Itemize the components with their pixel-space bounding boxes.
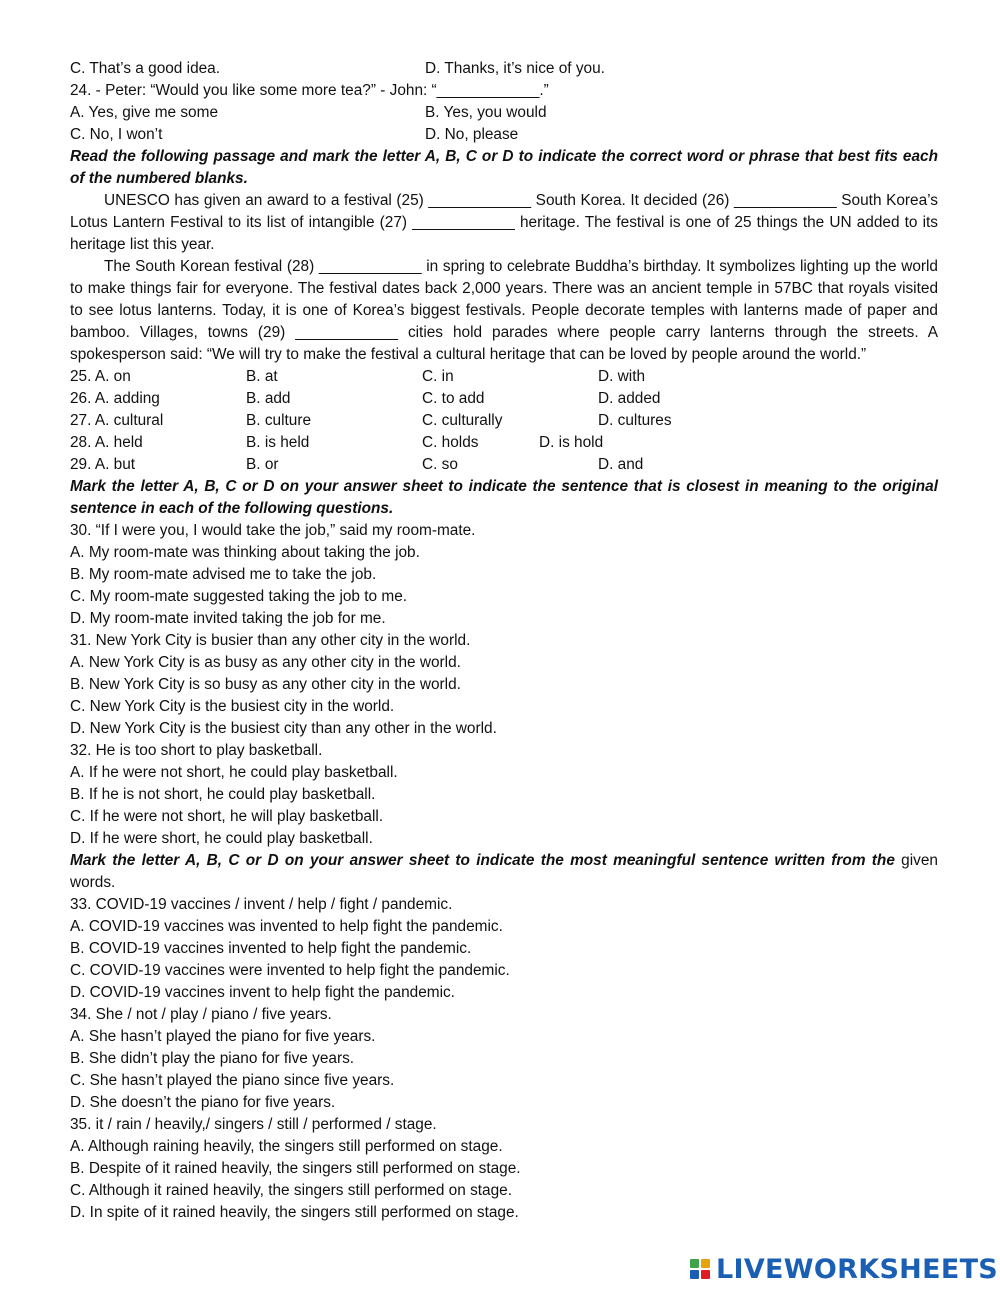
q33-option-b: B. COVID-19 vaccines invented to help fight the pandemic.: [70, 940, 472, 957]
q23-option-d: D. Thanks, it’s nice of you.: [425, 60, 605, 77]
instruction-bold-part: Mark the letter A, B, C or D on your answer sheet to indicate the most meaningful sentence written from the: [70, 852, 895, 869]
cloze-options-28: [70, 432, 938, 454]
option-d: D. with: [598, 368, 646, 385]
q34-option-b: B. She didn’t play the piano for five years.: [70, 1050, 355, 1067]
option-a: 28. A. held: [70, 434, 143, 451]
logo-text: LIVEWORKSHEETS: [716, 1253, 999, 1285]
q32-option-a: A. If he were not short, he could play basketball.: [70, 764, 398, 781]
q32-stem: 32. He is too short to play basketball.: [70, 742, 323, 759]
option-c: C. to add: [422, 390, 485, 407]
worksheet: [70, 58, 938, 1224]
q34-option-c: C. She hasn’t played the piano since five years.: [70, 1072, 395, 1089]
q24-option-a: A. Yes, give me some: [70, 104, 218, 121]
option-c: C. in: [422, 368, 454, 385]
option-c: C. culturally: [422, 412, 503, 429]
logo-square-yellow: [701, 1259, 710, 1268]
q23-option-c: C. That’s a good idea.: [70, 60, 221, 77]
q31-stem: 31. New York City is busier than any other city in the world.: [70, 632, 471, 649]
q35-option-b: B. Despite of it rained heavily, the singers still performed on stage.: [70, 1160, 521, 1177]
q32-option-d: D. If he were short, he could play basketball.: [70, 830, 373, 847]
option-b: B. add: [246, 390, 291, 407]
q33-option-a: A. COVID-19 vaccines was invented to help fight the pandemic.: [70, 918, 503, 935]
closest-meaning-instruction: Mark the letter A, B, C or D on your answer sheet to indicate the sentence that is closest in meaning to the original sentence in each of the following questions.: [70, 478, 938, 517]
q30-option-a: A. My room-mate was thinking about taking the job.: [70, 544, 420, 561]
q33-stem: 33. COVID-19 vaccines / invent / help / fight / pandemic.: [70, 896, 453, 913]
option-d: D. cultures: [598, 412, 672, 429]
option-b: B. or: [246, 456, 279, 473]
cloze-paragraph-2: The South Korean festival (28) ____________ in spring to celebrate Buddha’s birthday. It symbolizes lighting up the world to make things fair for everyone. The festival dates back 2,000 years. There was an ancient temple in 57BC that royals visited to see lotus lanterns. Today, it is one of Korea’s biggest festivals. People decorate temples with lanterns made of paper and bamboo. Villages, towns (29) ____________ cities hold parades where people carry lanterns through the streets. A spokesperson said: “We will try to make the festival a cultural heritage that can be loved by people around the world.”: [70, 258, 938, 363]
q34-option-a: A. She hasn’t played the piano for five years.: [70, 1028, 376, 1045]
q35-option-d: D. In spite of it rained heavily, the singers still performed on stage.: [70, 1204, 519, 1221]
cloze-paragraph-1: UNESCO has given an award to a festival (25) ____________ South Korea. It decided (26) ____________ South Korea’s Lotus Lantern Festival to its list of intangible (27) ____________ heritage. The festival is one of 25 things the UN added to its heritage list this year.: [70, 192, 938, 253]
option-d: D. and: [598, 456, 644, 473]
q24-option-b: B. Yes, you would: [425, 104, 547, 121]
option-a: 26. A. adding: [70, 390, 160, 407]
q24-stem: 24. - Peter: “Would you like some more tea?” - John: “____________.”: [70, 82, 549, 99]
q30-option-c: C. My room-mate suggested taking the job to me.: [70, 588, 408, 605]
q30-option-b: B. My room-mate advised me to take the job.: [70, 566, 377, 583]
q34-option-d: D. She doesn’t the piano for five years.: [70, 1094, 336, 1111]
q30-stem: 30. “If I were you, I would take the job,” said my room-mate.: [70, 522, 476, 539]
meaningful-sentence-instruction: [70, 850, 938, 894]
logo-mark-icon: [690, 1259, 710, 1279]
option-b: B. culture: [246, 412, 312, 429]
cloze-options-26: [70, 388, 938, 410]
q32-option-b: B. If he is not short, he could play basketball.: [70, 786, 376, 803]
q30-option-d: D. My room-mate invited taking the job for me.: [70, 610, 386, 627]
option-a: 27. A. cultural: [70, 412, 164, 429]
option-b: B. is held: [246, 434, 310, 451]
option-d: D. is hold: [539, 434, 604, 451]
cloze-options-27: [70, 410, 938, 432]
q33-option-d: D. COVID-19 vaccines invent to help fight the pandemic.: [70, 984, 455, 1001]
q33-option-c: C. COVID-19 vaccines were invented to help fight the pandemic.: [70, 962, 510, 979]
q31-option-d: D. New York City is the busiest city than any other in the world.: [70, 720, 497, 737]
q24-options-ab: [70, 102, 938, 124]
q23-options-cd: [70, 58, 938, 80]
cloze-instruction: Read the following passage and mark the letter A, B, C or D to indicate the correct word or phrase that best fits each of the numbered blanks.: [70, 148, 938, 187]
q24-option-c: C. No, I won’t: [70, 126, 163, 143]
q31-option-c: C. New York City is the busiest city in the world.: [70, 698, 395, 715]
instruction-plain-part: given words.: [70, 852, 938, 891]
q31-option-b: B. New York City is so busy as any other city in the world.: [70, 676, 461, 693]
logo-square-red: [701, 1270, 710, 1279]
cloze-options-29: [70, 454, 938, 476]
q24-options-cd: [70, 124, 938, 146]
option-b: B. at: [246, 368, 278, 385]
logo-square-blue: [690, 1270, 699, 1279]
q35-option-a: A. Although raining heavily, the singers still performed on stage.: [70, 1138, 503, 1155]
option-a: 29. A. but: [70, 456, 136, 473]
q24-option-d: D. No, please: [425, 126, 519, 143]
option-c: C. holds: [422, 434, 479, 451]
cloze-options-25: [70, 366, 938, 388]
option-a: 25. A. on: [70, 368, 131, 385]
option-c: C. so: [422, 456, 458, 473]
q35-stem: 35. it / rain / heavily,/ singers / still / performed / stage.: [70, 1116, 437, 1133]
logo-square-green: [690, 1259, 699, 1268]
q32-option-c: C. If he were not short, he will play basketball.: [70, 808, 384, 825]
q35-option-c: C. Although it rained heavily, the singers still performed on stage.: [70, 1182, 513, 1199]
q34-stem: 34. She / not / play / piano / five years.: [70, 1006, 332, 1023]
q31-option-a: A. New York City is as busy as any other city in the world.: [70, 654, 461, 671]
option-d: D. added: [598, 390, 661, 407]
liveworksheets-logo[interactable]: [690, 1253, 998, 1285]
